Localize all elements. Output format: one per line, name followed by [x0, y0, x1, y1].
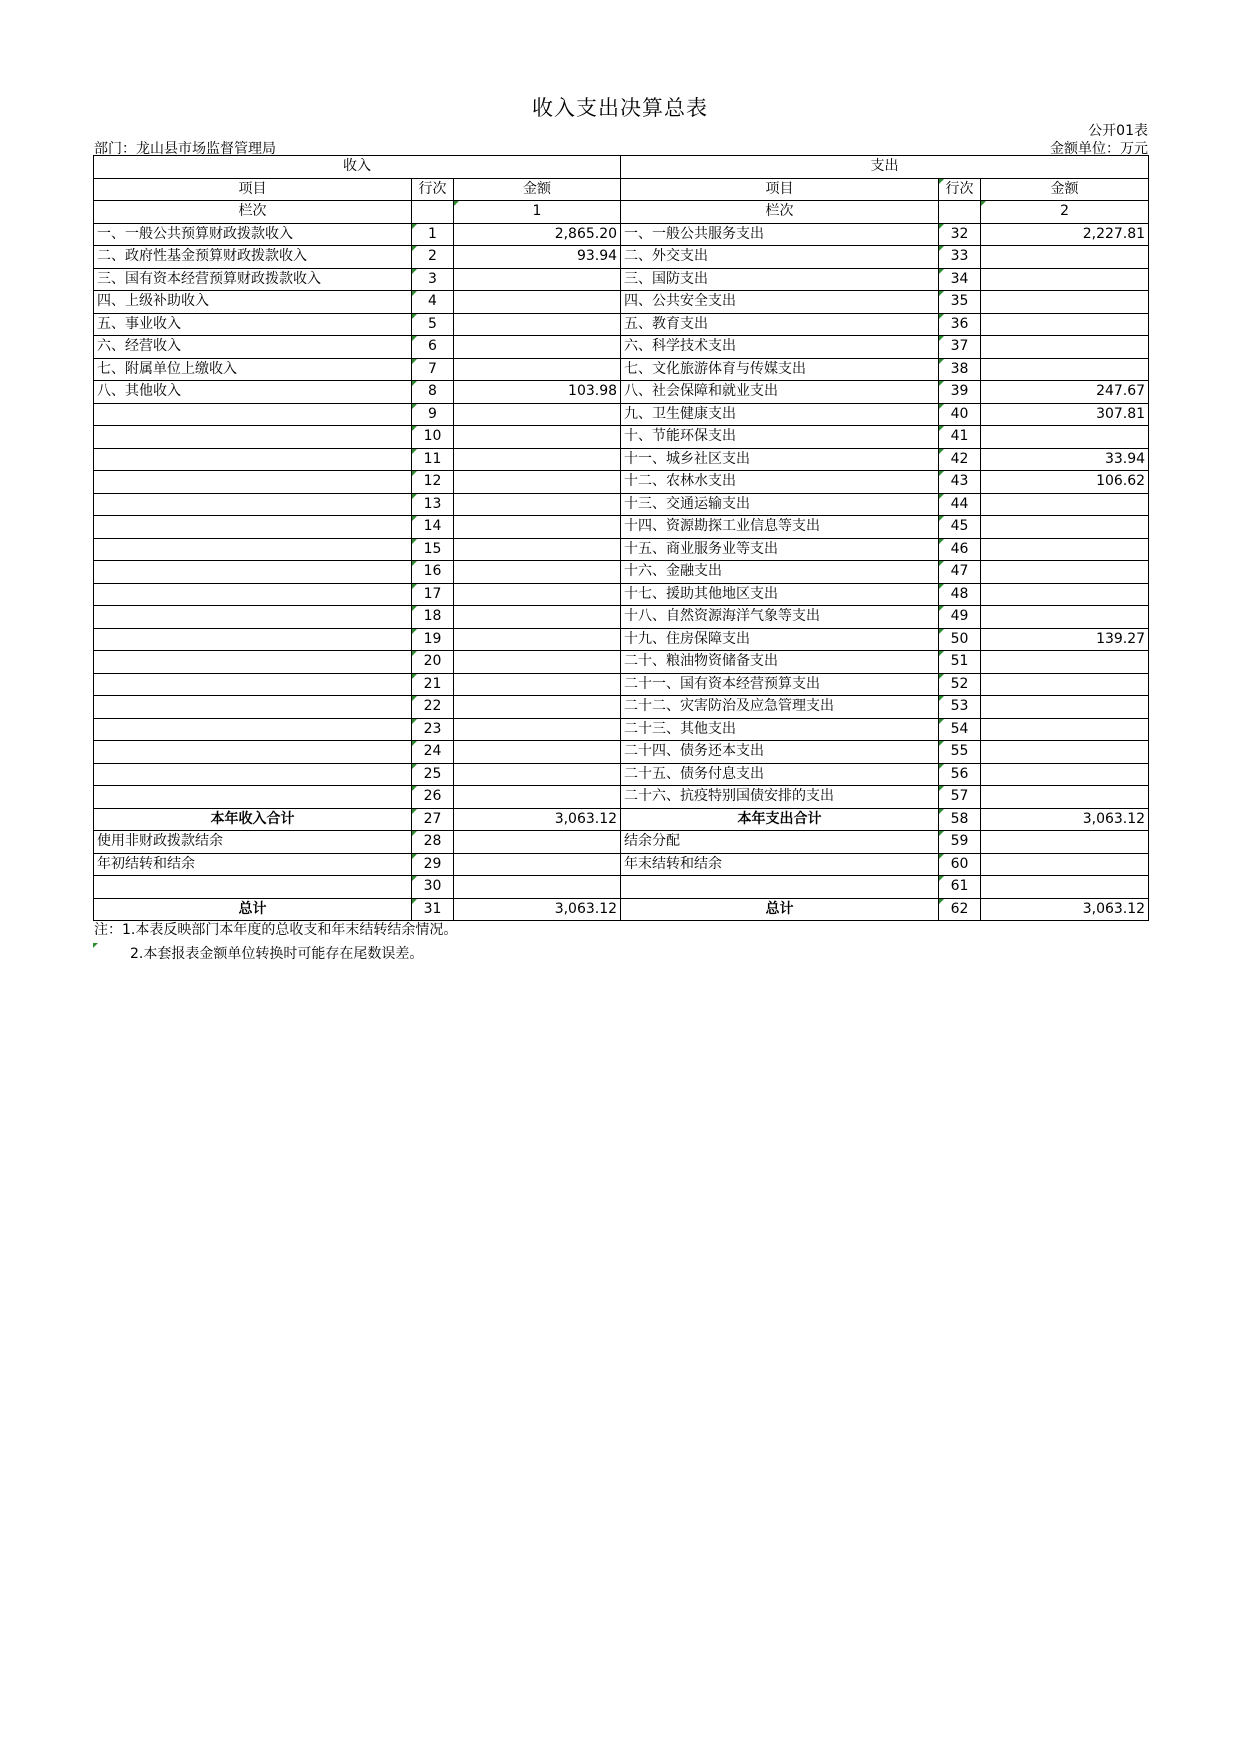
- income-item-cell: 使用非财政拨款结余: [94, 831, 412, 854]
- expense-amount-cell: [981, 831, 1149, 854]
- income-line-header: 行次: [412, 178, 454, 201]
- income-item-cell: [94, 628, 412, 651]
- income-item-cell: 年初结转和结余: [94, 853, 412, 876]
- income-amount-cell: [454, 471, 621, 494]
- income-item-cell: [94, 876, 412, 899]
- income-amount-header: 金额: [454, 178, 621, 201]
- expense-item-cell: 六、科学技术支出: [621, 336, 939, 359]
- table-row: [94, 583, 1149, 606]
- expense-amount-cell: [981, 291, 1149, 314]
- income-column-blank: [412, 201, 454, 224]
- expense-amount-cell: [981, 718, 1149, 741]
- income-item-cell: [94, 403, 412, 426]
- expense-amount-cell: 139.27: [981, 628, 1149, 651]
- expense-item-cell: 二十二、灾害防治及应急管理支出: [621, 696, 939, 719]
- income-amount-cell: [454, 313, 621, 336]
- table-row: [94, 313, 1149, 336]
- income-item-cell: [94, 426, 412, 449]
- table-row: [94, 673, 1149, 696]
- income-item-cell: 三、国有资本经营预算财政拨款收入: [94, 268, 412, 291]
- income-item-cell: [94, 651, 412, 674]
- expense-line-cell: 55: [939, 741, 981, 764]
- expense-line-cell: 45: [939, 516, 981, 539]
- expense-line-header: 行次: [939, 178, 981, 201]
- income-expense-table: [93, 155, 1149, 921]
- income-amount-cell: [454, 673, 621, 696]
- expense-amount-cell: 247.67: [981, 381, 1149, 404]
- table-row: [94, 651, 1149, 674]
- expense-item-cell: 十一、城乡社区支出: [621, 448, 939, 471]
- income-amount-cell: [454, 426, 621, 449]
- form-number: 公开01表: [1088, 123, 1148, 139]
- table-row: [94, 268, 1149, 291]
- expense-item-cell: 三、国防支出: [621, 268, 939, 291]
- expense-line-cell: 54: [939, 718, 981, 741]
- income-line-cell: 8: [412, 381, 454, 404]
- table-row: [94, 246, 1149, 269]
- expense-line-cell: 53: [939, 696, 981, 719]
- table-row: [94, 786, 1149, 809]
- table-row: [94, 561, 1149, 584]
- income-amount-cell: [454, 583, 621, 606]
- expense-amount-cell: [981, 493, 1149, 516]
- income-amount-cell: [454, 291, 621, 314]
- expense-amount-cell: 3,063.12: [981, 898, 1149, 921]
- expense-line-cell: 41: [939, 426, 981, 449]
- expense-item-cell: 五、教育支出: [621, 313, 939, 336]
- expense-item-cell: 结余分配: [621, 831, 939, 854]
- table-row: [94, 516, 1149, 539]
- income-amount-cell: [454, 336, 621, 359]
- expense-line-cell: 58: [939, 808, 981, 831]
- expense-amount-cell: 3,063.12: [981, 808, 1149, 831]
- expense-line-cell: 46: [939, 538, 981, 561]
- income-item-cell: 七、附属单位上缴收入: [94, 358, 412, 381]
- amount-unit-label: 金额单位：万元: [1050, 141, 1148, 157]
- expense-item-cell: 十二、农林水支出: [621, 471, 939, 494]
- expense-amount-cell: [981, 673, 1149, 696]
- expense-amount-cell: [981, 606, 1149, 629]
- income-line-cell: 17: [412, 583, 454, 606]
- expense-amount-cell: [981, 763, 1149, 786]
- income-line-cell: 6: [412, 336, 454, 359]
- expense-item-cell: 二十六、抗疫特别国债安排的支出: [621, 786, 939, 809]
- expense-line-cell: 32: [939, 223, 981, 246]
- income-item-cell: [94, 606, 412, 629]
- income-line-cell: 25: [412, 763, 454, 786]
- expense-amount-cell: 33.94: [981, 448, 1149, 471]
- expense-item-cell: [621, 876, 939, 899]
- expense-item-header: 项目: [621, 178, 939, 201]
- income-item-cell: 一、一般公共预算财政拨款收入: [94, 223, 412, 246]
- expense-line-cell: 60: [939, 853, 981, 876]
- table-row: [94, 876, 1149, 899]
- income-line-cell: 28: [412, 831, 454, 854]
- expense-amount-cell: 307.81: [981, 403, 1149, 426]
- expense-amount-cell: [981, 741, 1149, 764]
- income-line-cell: 9: [412, 403, 454, 426]
- income-item-cell: 本年收入合计: [94, 808, 412, 831]
- income-line-cell: 14: [412, 516, 454, 539]
- expense-item-cell: 九、卫生健康支出: [621, 403, 939, 426]
- income-line-cell: 13: [412, 493, 454, 516]
- income-line-cell: 4: [412, 291, 454, 314]
- income-amount-cell: [454, 268, 621, 291]
- income-item-cell: [94, 493, 412, 516]
- expense-amount-cell: [981, 426, 1149, 449]
- expense-line-cell: 33: [939, 246, 981, 269]
- income-amount-cell: [454, 763, 621, 786]
- expense-line-cell: 62: [939, 898, 981, 921]
- expense-line-cell: 52: [939, 673, 981, 696]
- table-row: [94, 853, 1149, 876]
- expense-amount-cell: [981, 538, 1149, 561]
- expense-line-cell: 42: [939, 448, 981, 471]
- income-item-cell: 六、经营收入: [94, 336, 412, 359]
- expense-item-cell: 二十四、债务还本支出: [621, 741, 939, 764]
- expense-amount-cell: [981, 358, 1149, 381]
- income-amount-cell: [454, 718, 621, 741]
- income-line-cell: 24: [412, 741, 454, 764]
- income-amount-cell: [454, 561, 621, 584]
- table-row: [94, 741, 1149, 764]
- expense-amount-cell: [981, 786, 1149, 809]
- expense-line-cell: 40: [939, 403, 981, 426]
- income-line-cell: 29: [412, 853, 454, 876]
- note-marker: [93, 943, 98, 948]
- income-item-cell: [94, 741, 412, 764]
- table-row: [94, 336, 1149, 359]
- income-line-cell: 26: [412, 786, 454, 809]
- expense-item-cell: 二十三、其他支出: [621, 718, 939, 741]
- expense-item-cell: 十八、自然资源海洋气象等支出: [621, 606, 939, 629]
- income-column-number: 1: [454, 201, 621, 224]
- table-row: [94, 538, 1149, 561]
- income-line-cell: 27: [412, 808, 454, 831]
- expense-item-cell: 十、节能环保支出: [621, 426, 939, 449]
- income-amount-cell: 3,063.12: [454, 898, 621, 921]
- income-line-cell: 20: [412, 651, 454, 674]
- table-row: [94, 606, 1149, 629]
- table-row: [94, 718, 1149, 741]
- expense-item-cell: 十四、资源勘探工业信息等支出: [621, 516, 939, 539]
- expense-item-cell: 本年支出合计: [621, 808, 939, 831]
- income-line-cell: 12: [412, 471, 454, 494]
- income-line-cell: 31: [412, 898, 454, 921]
- expense-line-cell: 57: [939, 786, 981, 809]
- expense-amount-cell: [981, 268, 1149, 291]
- income-amount-cell: [454, 493, 621, 516]
- income-amount-cell: 103.98: [454, 381, 621, 404]
- income-line-cell: 1: [412, 223, 454, 246]
- income-amount-cell: [454, 516, 621, 539]
- income-column-label: 栏次: [94, 201, 412, 224]
- income-item-cell: 五、事业收入: [94, 313, 412, 336]
- expense-item-cell: 十六、金融支出: [621, 561, 939, 584]
- income-line-cell: 16: [412, 561, 454, 584]
- income-amount-cell: [454, 628, 621, 651]
- income-line-cell: 11: [412, 448, 454, 471]
- table-row: [94, 358, 1149, 381]
- income-amount-cell: 3,063.12: [454, 808, 621, 831]
- expense-line-cell: 35: [939, 291, 981, 314]
- income-amount-cell: [454, 696, 621, 719]
- expense-item-cell: 七、文化旅游体育与传媒支出: [621, 358, 939, 381]
- expense-item-cell: 十七、援助其他地区支出: [621, 583, 939, 606]
- expense-item-cell: 二十五、债务付息支出: [621, 763, 939, 786]
- department-label: 部门：龙山县市场监督管理局: [94, 141, 276, 157]
- income-amount-cell: [454, 538, 621, 561]
- page-title: 收入支出决算总表: [532, 96, 708, 120]
- table-row: [94, 696, 1149, 719]
- expense-amount-cell: 2,227.81: [981, 223, 1149, 246]
- income-amount-cell: [454, 741, 621, 764]
- expense-amount-header: 金额: [981, 178, 1149, 201]
- expense-line-cell: 47: [939, 561, 981, 584]
- expense-item-cell: 八、社会保障和就业支出: [621, 381, 939, 404]
- income-item-cell: [94, 583, 412, 606]
- income-line-cell: 5: [412, 313, 454, 336]
- table-row: [94, 831, 1149, 854]
- expense-amount-cell: 106.62: [981, 471, 1149, 494]
- header-row-sections: [94, 156, 1149, 179]
- income-line-cell: 10: [412, 426, 454, 449]
- income-line-cell: 19: [412, 628, 454, 651]
- income-item-cell: [94, 718, 412, 741]
- income-amount-cell: [454, 786, 621, 809]
- expense-item-cell: 二、外交支出: [621, 246, 939, 269]
- total-row: [94, 808, 1149, 831]
- income-line-cell: 18: [412, 606, 454, 629]
- income-amount-cell: [454, 403, 621, 426]
- income-amount-cell: [454, 831, 621, 854]
- expense-line-cell: 50: [939, 628, 981, 651]
- note-1: 注：1.本表反映部门本年度的总收支和年末结转结余情况。: [94, 922, 458, 938]
- income-item-cell: [94, 763, 412, 786]
- income-amount-cell: [454, 358, 621, 381]
- income-item-cell: [94, 538, 412, 561]
- income-line-cell: 7: [412, 358, 454, 381]
- income-item-cell: 总计: [94, 898, 412, 921]
- expense-item-cell: 四、公共安全支出: [621, 291, 939, 314]
- income-item-cell: [94, 448, 412, 471]
- income-item-cell: [94, 471, 412, 494]
- expense-line-cell: 43: [939, 471, 981, 494]
- income-line-cell: 23: [412, 718, 454, 741]
- expense-amount-cell: [981, 876, 1149, 899]
- expense-amount-cell: [981, 336, 1149, 359]
- income-amount-cell: 2,865.20: [454, 223, 621, 246]
- column-number-row: [94, 201, 1149, 224]
- income-line-cell: 22: [412, 696, 454, 719]
- table-row: [94, 448, 1149, 471]
- expense-line-cell: 34: [939, 268, 981, 291]
- income-amount-cell: [454, 606, 621, 629]
- income-line-cell: 21: [412, 673, 454, 696]
- expense-amount-cell: [981, 516, 1149, 539]
- table-row: [94, 403, 1149, 426]
- expense-amount-cell: [981, 853, 1149, 876]
- income-item-cell: [94, 673, 412, 696]
- income-item-cell: [94, 786, 412, 809]
- expense-line-cell: 48: [939, 583, 981, 606]
- income-item-cell: 二、政府性基金预算财政拨款收入: [94, 246, 412, 269]
- income-amount-cell: [454, 876, 621, 899]
- table-row: [94, 471, 1149, 494]
- income-amount-cell: 93.94: [454, 246, 621, 269]
- expense-header: 支出: [621, 156, 1149, 179]
- income-header: 收入: [94, 156, 621, 179]
- income-item-cell: [94, 561, 412, 584]
- expense-item-cell: 年末结转和结余: [621, 853, 939, 876]
- income-item-header: 项目: [94, 178, 412, 201]
- income-line-cell: 15: [412, 538, 454, 561]
- expense-item-cell: 十五、商业服务业等支出: [621, 538, 939, 561]
- expense-column-blank: [939, 201, 981, 224]
- income-line-cell: 3: [412, 268, 454, 291]
- table-row: [94, 381, 1149, 404]
- expense-item-cell: 二十、粮油物资储备支出: [621, 651, 939, 674]
- income-line-cell: 30: [412, 876, 454, 899]
- expense-item-cell: 二十一、国有资本经营预算支出: [621, 673, 939, 696]
- expense-line-cell: 39: [939, 381, 981, 404]
- expense-line-cell: 61: [939, 876, 981, 899]
- table-row: [94, 223, 1149, 246]
- expense-line-cell: 38: [939, 358, 981, 381]
- table-row: [94, 628, 1149, 651]
- expense-column-label: 栏次: [621, 201, 939, 224]
- table-row: [94, 291, 1149, 314]
- expense-column-number: 2: [981, 201, 1149, 224]
- income-item-cell: 八、其他收入: [94, 381, 412, 404]
- table-row: [94, 426, 1149, 449]
- expense-amount-cell: [981, 313, 1149, 336]
- note-2: 2.本套报表金额单位转换时可能存在尾数误差。: [130, 946, 424, 962]
- expense-amount-cell: [981, 696, 1149, 719]
- expense-line-cell: 59: [939, 831, 981, 854]
- header-row-columns: [94, 178, 1149, 201]
- expense-line-cell: 44: [939, 493, 981, 516]
- expense-amount-cell: [981, 246, 1149, 269]
- expense-line-cell: 36: [939, 313, 981, 336]
- expense-line-cell: 51: [939, 651, 981, 674]
- expense-line-cell: 49: [939, 606, 981, 629]
- expense-amount-cell: [981, 651, 1149, 674]
- income-amount-cell: [454, 448, 621, 471]
- table-row: [94, 763, 1149, 786]
- expense-amount-cell: [981, 561, 1149, 584]
- expense-item-cell: 总计: [621, 898, 939, 921]
- notes: [94, 918, 457, 966]
- income-amount-cell: [454, 651, 621, 674]
- income-item-cell: [94, 516, 412, 539]
- income-item-cell: 四、上级补助收入: [94, 291, 412, 314]
- expense-line-cell: 37: [939, 336, 981, 359]
- expense-item-cell: 十三、交通运输支出: [621, 493, 939, 516]
- expense-item-cell: 一、一般公共服务支出: [621, 223, 939, 246]
- table-row: [94, 493, 1149, 516]
- income-amount-cell: [454, 853, 621, 876]
- income-item-cell: [94, 696, 412, 719]
- income-line-cell: 2: [412, 246, 454, 269]
- expense-item-cell: 十九、住房保障支出: [621, 628, 939, 651]
- expense-amount-cell: [981, 583, 1149, 606]
- expense-line-cell: 56: [939, 763, 981, 786]
